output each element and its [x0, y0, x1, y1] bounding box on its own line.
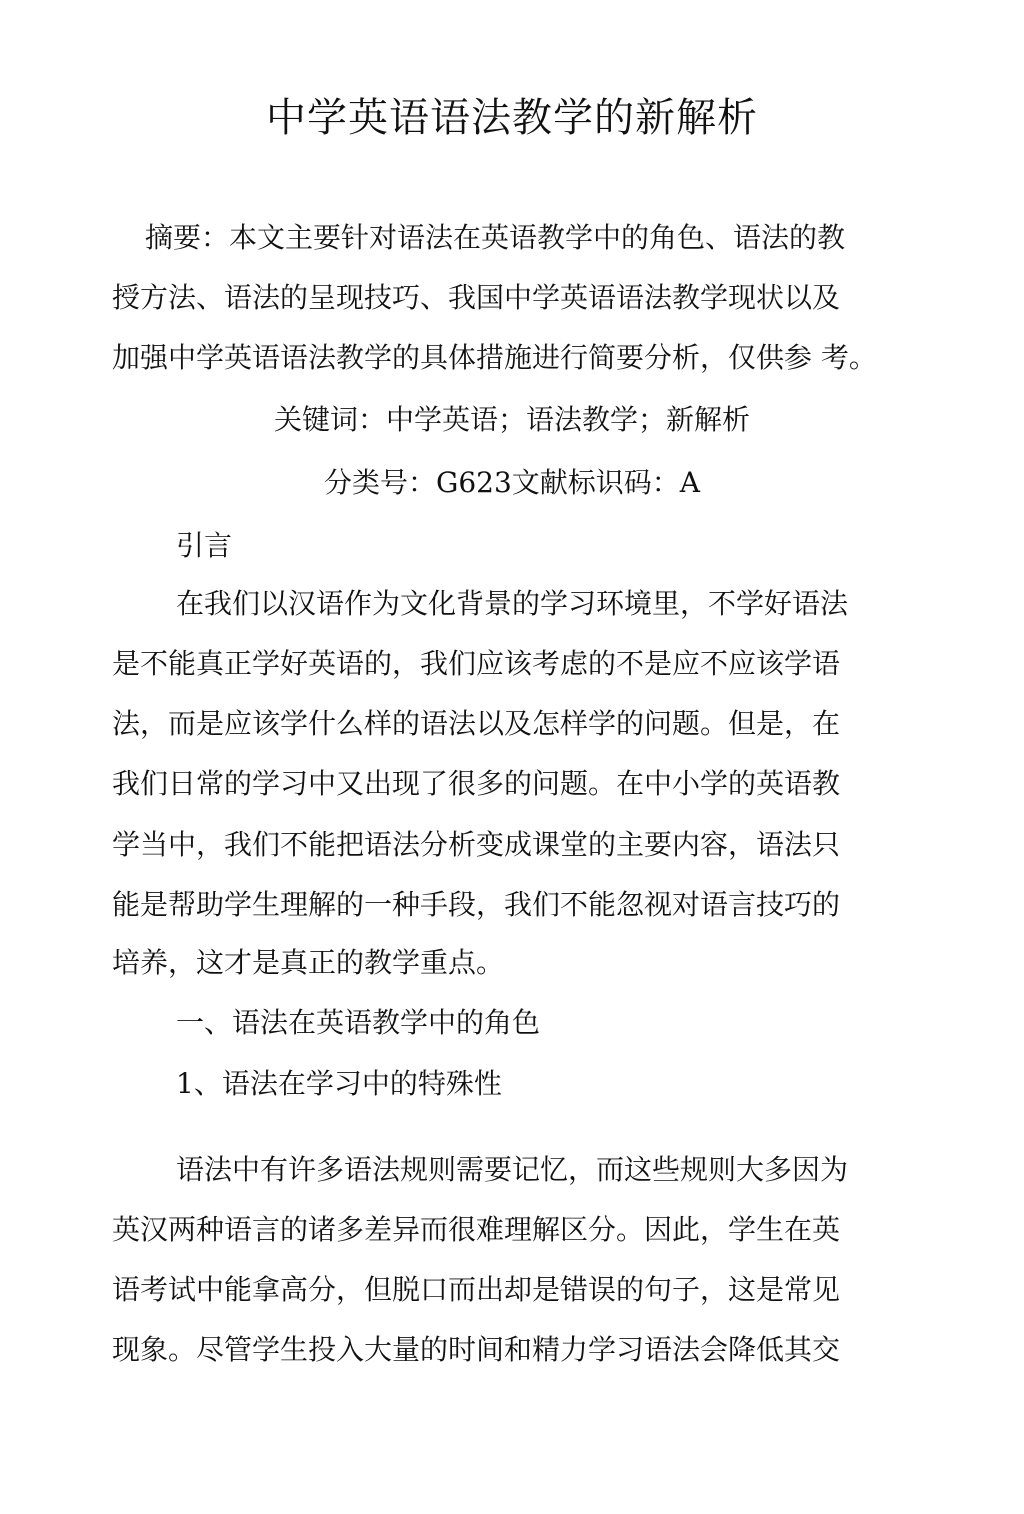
intro-heading: 引言 — [176, 529, 233, 562]
document-title: 中学英语语法教学的新解析 — [266, 95, 758, 141]
keywords-line: 关键词：中学英语；语法教学；新解析 — [273, 403, 750, 436]
section-heading: 一、语法在英语教学中的角色 — [176, 1006, 541, 1039]
intro-paragraph-line: 培养，这才是真正的教学重点。 — [112, 946, 505, 979]
subsection-heading: 1、语法在学习中的特殊性 — [176, 1067, 502, 1100]
intro-paragraph-line: 学当中，我们不能把语法分析变成课堂的主要内容，语法只 — [112, 828, 841, 861]
intro-paragraph-line: 在我们以汉语作为文化背景的学习环境里，不学好语法 — [176, 587, 849, 620]
body-paragraph-line: 现象。尽管学生投入大量的时间和精力学习语法会降低其交 — [112, 1333, 841, 1366]
abstract-line: 授方法、语法的呈现技巧、我国中学英语语法教学现状以及 — [112, 281, 841, 314]
abstract-line: 加强中学英语语法教学的具体措施进行简要分析，仅供参 考。 — [112, 341, 877, 374]
intro-paragraph-line: 能是帮助学生理解的一种手段，我们不能忽视对语言技巧的 — [112, 888, 841, 921]
intro-paragraph-line: 我们日常的学习中又出现了很多的问题。在中小学的英语教 — [112, 767, 841, 800]
intro-paragraph-line: 法，而是应该学什么样的语法以及怎样学的问题。但是，在 — [112, 707, 841, 740]
body-paragraph-line: 语考试中能拿高分，但脱口而出却是错误的句子，这是常见 — [112, 1273, 841, 1306]
body-paragraph-line: 英汉两种语言的诸多差异而很难理解区分。因此，学生在英 — [112, 1213, 841, 1246]
body-paragraph-line: 语法中有许多语法规则需要记忆，而这些规则大多因为 — [176, 1153, 849, 1186]
abstract-line: 摘要：本文主要针对语法在英语教学中的角色、语法的教 — [145, 221, 846, 254]
intro-paragraph-line: 是不能真正学好英语的，我们应该考虑的不是应不应该学语 — [112, 647, 841, 680]
classification-line: 分类号：G623文献标识码：A — [323, 466, 701, 499]
